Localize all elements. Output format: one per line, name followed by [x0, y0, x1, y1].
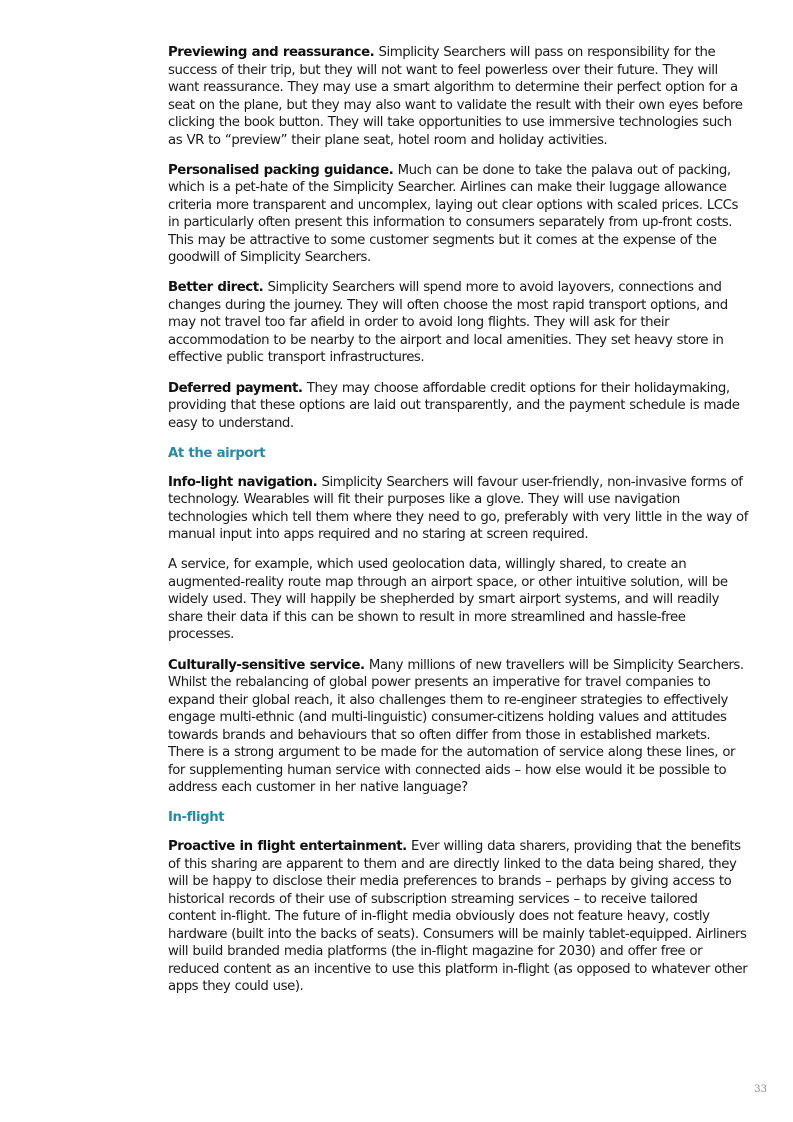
paragraph-service-example: A service, for example, which used geolocation data, willingly shared, to create an augmented-reality route map through an airport space, or other intuitive solution, will be widely used. They will happily be shepherded by smart airport systems, and will readily share their data if this can be shown to result in more streamlined and hassle-free processes.	[168, 557, 728, 643]
paragraph-packing	[168, 162, 748, 267]
paragraph-title: Culturally-sensitive service.	[168, 657, 365, 673]
paragraph-previewing	[168, 44, 748, 149]
section-heading-inflight: In-flight	[168, 810, 225, 826]
paragraph-body: Much can be done to take the palava out of packing, which is a pet-hate of the Simplicity Searcher. Airlines can make their luggage allowance criteria more transparent and uncomplex, laying out clear options with scaled prices. LCCs in particularly often present this information to consumers separately from up-front costs. This may be attractive to some customer segments but it comes at the expense of the goodwill of Simplicity Searchers.	[168, 162, 738, 266]
paragraph-body: Simplicity Searchers will pass on responsibility for the success of their trip, but they will not want to feel powerless over their future. They will want reassurance. They may use a smart algorithm to determine their perfect option for a seat on the plane, but they may also want to validate the result with their own eyes before clicking the book button. They will take opportunities to use immersive technologies such as VR to “preview” their plane seat, hotel room and holiday activities.	[168, 45, 743, 148]
paragraph-title: Personalised packing guidance.	[168, 162, 394, 178]
paragraph-payment	[168, 380, 748, 433]
paragraph-body: Many millions of new travellers will be Simplicity Searchers. Whilst the rebalancing of global power presents an imperative for travel companies to expand their global reach, it also challenges them to re-engineer strategies to effectively engage multi-ethnic (and multi-linguistic) consumer-citizens holding values and attitudes towards brands and behaviours that so often differ from those in established markets. There is a strong argument to be made for the automation of service along these lines, or for supplementing human service with connected aids – how else would it be possible to address each customer in her native language?	[168, 657, 744, 796]
paragraph-title: Info-light navigation.	[168, 474, 318, 490]
section-heading-airport: At the airport	[168, 445, 266, 461]
paragraph-title: Proactive in flight entertainment.	[168, 839, 407, 855]
page-number: 33	[754, 1084, 767, 1095]
paragraph-body: Simplicity Searchers will spend more to avoid layovers, connections and changes during the journey. They will often choose the most rapid transport options, and may not travel too far afield in order to avoid long flights. They will ask for their accommodation to be nearby to the airport and local amenities. They set heavy store in effective public transport infrastructures.	[168, 280, 728, 366]
paragraph-body: They may choose affordable credit options for their holidaymaking, providing that these options are laid out transparently, and the payment schedule is made easy to understand.	[168, 380, 740, 431]
paragraph-title: Previewing and reassurance.	[168, 45, 375, 60]
paragraph-title: Deferred payment.	[168, 380, 303, 396]
paragraph-body: Simplicity Searchers will favour user-friendly, non-invasive forms of technology. Wearables will fit their purposes like a glove. They will use navigation technologies which tell them where they need to go, preferably with very little in the way of manual input into apps required and no staring at screen required.	[168, 474, 748, 543]
paragraph-navigation	[168, 474, 748, 544]
paragraph-entertainment	[168, 838, 748, 996]
paragraph-body: Ever willing data sharers, providing that the benefits of this sharing are apparent to them and are directly linked to the data being shared, they will be happy to disclose their media preferences to brands – perhaps by giving access to historical records of their use of subscription streaming services – to receive tailored content in-flight. The future of in-flight media obviously does not feature heavy, costly hardware (built into the backs of seats). Consumers will be mainly tablet-equipped. Airliners will build branded media platforms (the in-flight magazine for 2030) and offer free or reduced content as an incentive to use this platform in-flight (as opposed to whatever other apps they could use).	[168, 839, 748, 995]
paragraph-cultural	[168, 657, 748, 797]
paragraph-title: Better direct.	[168, 280, 264, 296]
document-page	[168, 44, 748, 1009]
paragraph-direct	[168, 279, 748, 367]
